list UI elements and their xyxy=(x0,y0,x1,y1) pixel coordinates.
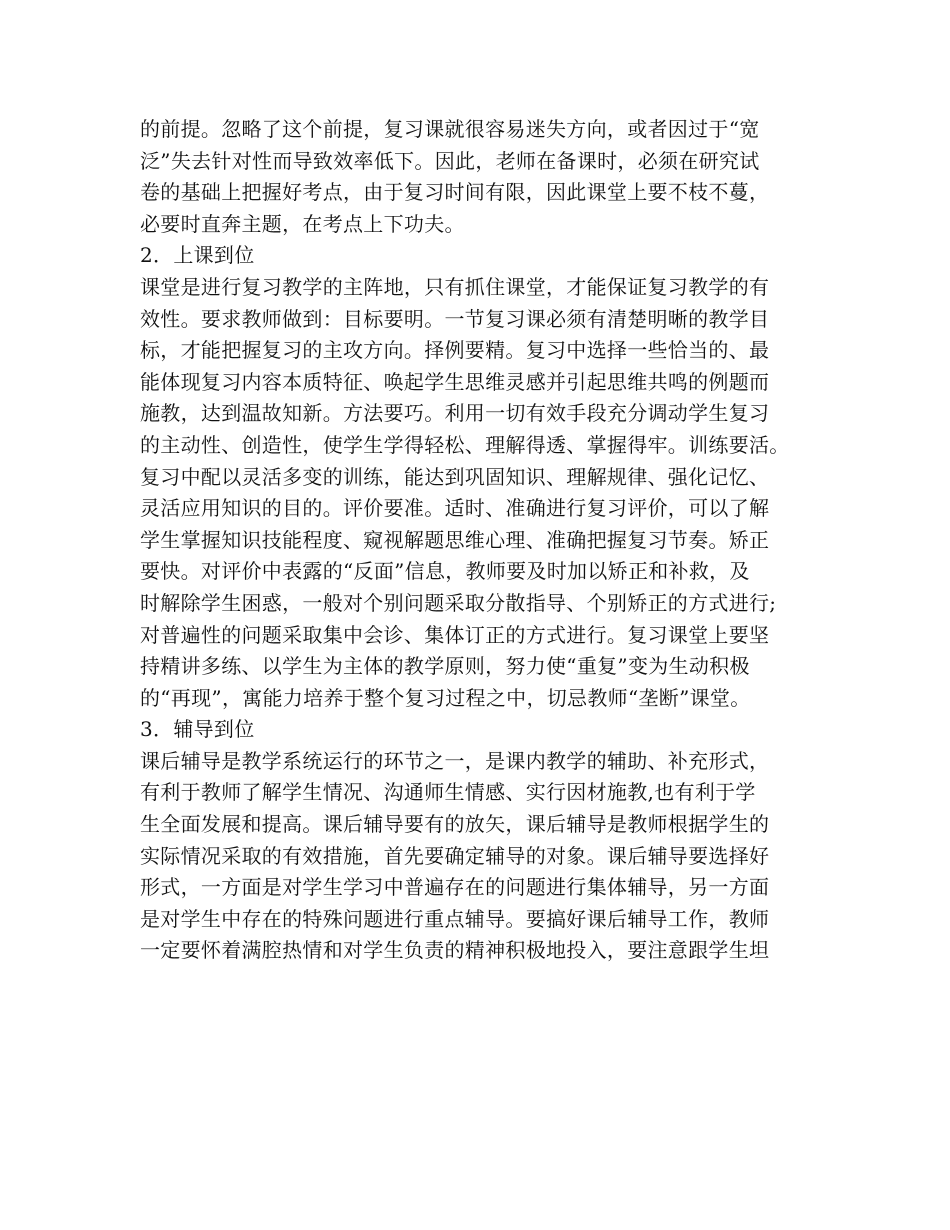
text-line: 学生掌握知识技能程度、窥视解题思维心理、准确把握复习节奏。矫正 xyxy=(140,527,770,552)
text-line: 持精讲多练、以学生为主体的教学原则，努力使“重复”变为生动积极 xyxy=(140,654,750,679)
text-line: 对普遍性的问题采取集中会诊、集体订正的方式进行。复习课堂上要坚 xyxy=(140,622,770,647)
text-line: 有利于教师了解学生情况、沟通师生情感、实行因材施教,也有利于学 xyxy=(140,780,756,805)
text-line: 是对学生中存在的特殊问题进行重点辅导。要搞好课后辅导工作，教师 xyxy=(140,906,770,931)
text-line: 复习中配以灵活多变的训练，能达到巩固知识、理解规律、强化记忆、 xyxy=(140,464,770,489)
text-line: 时解除学生困惑，一般对个别问题采取分散指导、个别矫正的方式进行; xyxy=(140,590,777,615)
text-line: 生全面发展和提高。课后辅导要有的放矢，课后辅导是教师根据学生的 xyxy=(140,812,770,837)
text-line: 的前提。忽略了这个前提，复习课就很容易迷失方向，或者因过于“宽 xyxy=(140,117,760,141)
text-line: 标，才能把握复习的主攻方向。择例要精。复习中选择一些恰当的、最 xyxy=(140,338,770,363)
body-text xyxy=(140,114,830,967)
section-heading-2: 2．上课到位 xyxy=(140,243,255,268)
section-heading-3: 3．辅导到位 xyxy=(140,717,255,742)
text-line: 一定要怀着满腔热情和对学生负责的精神积极地投入，要注意跟学生坦 xyxy=(140,938,770,963)
text-line: 灵活应用知识的目的。评价要准。适时、准确进行复习评价，可以了解 xyxy=(140,496,770,521)
text-line: 施教，达到温故知新。方法要巧。利用一切有效手段充分调动学生复习 xyxy=(140,401,770,426)
text-line: 课后辅导是教学系统运行的环节之一，是课内教学的辅助、补充形式， xyxy=(140,748,770,773)
text-line: 能体现复习内容本质特征、唤起学生思维灵感并引起思维共鸣的例题而 xyxy=(140,369,770,394)
text-line: 效性。要求教师做到：目标要明。一节复习课必须有清楚明晰的教学目 xyxy=(140,306,770,331)
text-line: 的主动性、创造性，使学生学得轻松、理解得透、掌握得牢。训练要活。 xyxy=(140,432,790,457)
text-line: 形式，一方面是对学生学习中普遍存在的问题进行集体辅导，另一方面 xyxy=(140,875,770,900)
text-line: 必要时直奔主题，在考点上下功夫。 xyxy=(140,211,465,236)
text-line: 泛”失去针对性而导致效率低下。因此，老师在备课时，必须在研究试 xyxy=(140,148,760,173)
text-line: 卷的基础上把握好考点，由于复习时间有限，因此课堂上要不枝不蔓， xyxy=(140,180,770,205)
text-line: 课堂是进行复习教学的主阵地，只有抓住课堂，才能保证复习教学的有 xyxy=(140,274,770,299)
text-line: 的“再现”，寓能力培养于整个复习过程之中，切忌教师“垄断”课堂。 xyxy=(140,685,751,710)
text-line: 要快。对评价中表露的“反面”信息，教师要及时加以矫正和补救，及 xyxy=(140,559,750,584)
text-line: 实际情况采取的有效措施，首先要确定辅导的对象。课后辅导要选择好 xyxy=(140,843,770,868)
